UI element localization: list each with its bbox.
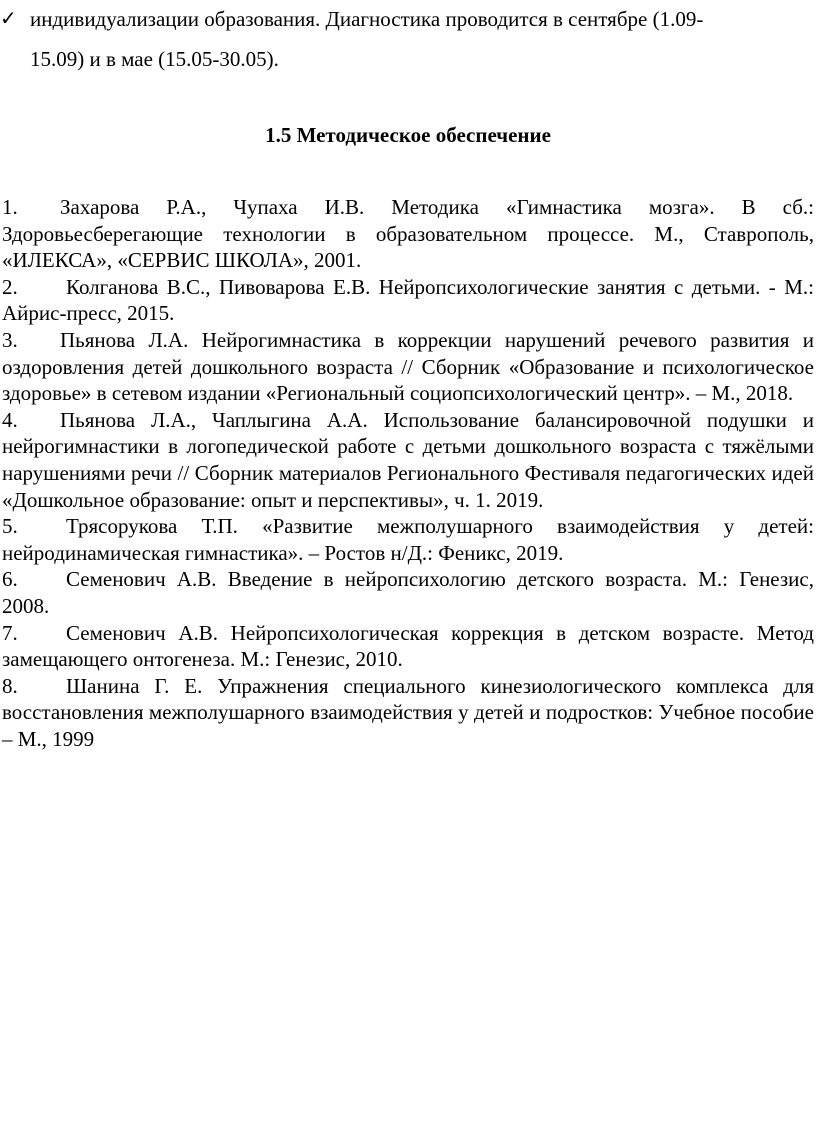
intro-line-2: 15.09) и в мае (15.05-30.05). [30,47,279,71]
reference-number: 5. [2,514,18,539]
reference-number: 7. [2,620,18,645]
reference-text: Шанина Г. Е. Упражнения специального кинезиологического комплекса для восстановления межполушарного взаимодействия у детей и подростков: Учебное пособие – М., 1999 [2,673,814,751]
reference-item [2,566,814,619]
reference-text: Пьянова Л.А., Чаплыгина А.А. Использование балансировочной подушки и нейрогимнастики в логопедической работе с детьми дошкольного возраста с тяжёлыми нарушениями речи // Сборник материалов Регионального Фестиваля педагогических идей «Дошкольное образование: опыт и перспективы», ч. 1. 2019. [2,407,814,512]
reference-number: 3. [2,327,18,352]
reference-list [2,194,814,752]
section-title: 1.5 Методическое обеспечение [265,123,551,147]
reference-text: Семенович А.В. Введение в нейропсихологию детского возраста. М.: Генезис, 2008. [2,567,814,618]
reference-text: Колганова В.С., Пивоварова Е.В. Нейропсихологические занятия с детьми. - М.: Айрис-пресс, 2015. [2,274,814,326]
reference-item [2,194,814,274]
reference-text: Пьянова Л.А. Нейрогимнастика в коррекции нарушений речевого развития и оздоровления детей дошкольного возраста // Сборник «Образование и психологическое здоровье» в сетевом издании «Региональный социопсихологический центр». – М., 2018. [2,327,814,406]
reference-item [2,327,814,407]
reference-number: 2. [2,274,18,299]
reference-number: 4. [2,407,18,432]
checkmark-icon: ✓ [0,8,17,30]
reference-item [2,274,814,327]
reference-item [2,620,814,673]
reference-text: Трясорукова Т.П. «Развитие межполушарного взаимодействия у детей: нейродинамическая гимнастика». – Ростов н/Д.: Феникс, 2019. [2,514,814,565]
intro-line-1: индивидуализации образования. Диагностика проводится в сентябре (1.09- [30,7,704,31]
reference-item [2,407,814,513]
reference-text: Семенович А.В. Нейропсихологическая коррекция в детском возрасте. Метод замещающего онтогенеза. М.: Генезис, 2010. [2,620,814,672]
reference-number: 1. [2,195,18,219]
reference-number: 8. [2,673,18,698]
reference-item [2,673,814,753]
reference-item [2,513,814,566]
reference-text: Захарова Р.А., Чупаха И.В. Методика «Гимнастика мозга». В сб.: Здоровьесберегающие технологии в образовательном процессе. М., Ставрополь, «ИЛЕКСА», «СЕРВИС ШКОЛА», 2001. [2,195,814,273]
reference-number: 6. [2,567,18,592]
